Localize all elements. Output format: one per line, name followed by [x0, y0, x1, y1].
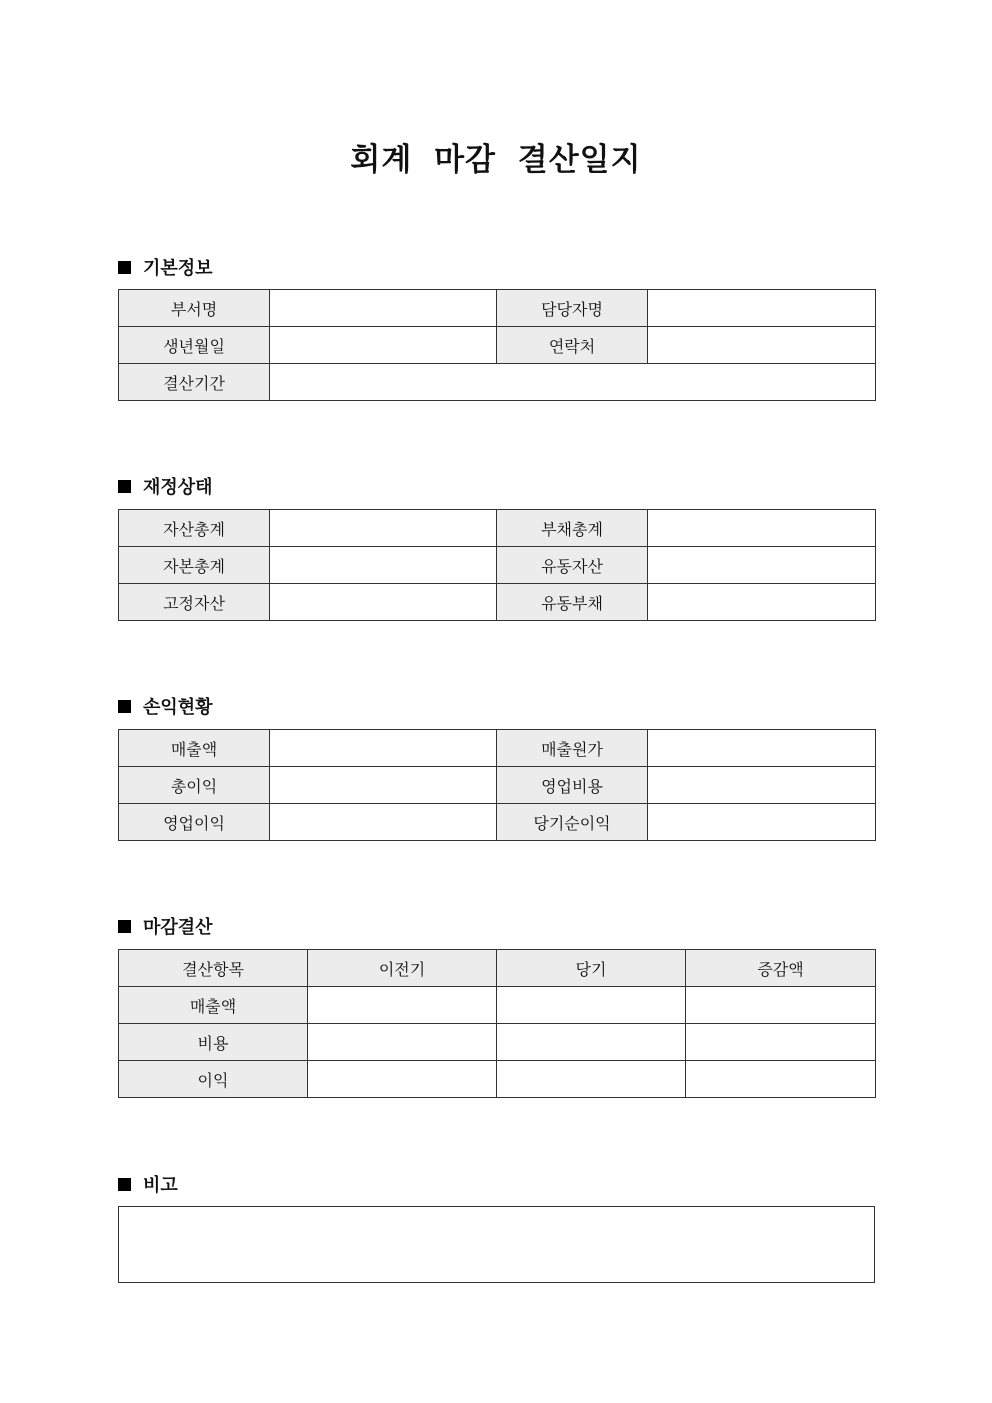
birthdate-field[interactable]	[270, 327, 497, 364]
manager-field[interactable]	[648, 290, 876, 327]
contact-field[interactable]	[648, 327, 876, 364]
row-header: 매출액	[119, 987, 308, 1024]
label-operating-expenses: 영업비용	[497, 767, 648, 804]
total-liabilities-field[interactable]	[648, 510, 876, 547]
table-row	[119, 730, 876, 767]
table-row	[119, 510, 876, 547]
label-manager: 담당자명	[497, 290, 648, 327]
label-current-liabilities: 유동부채	[497, 584, 648, 621]
table-row	[119, 584, 876, 621]
label-total-assets: 자산총계	[119, 510, 270, 547]
table-row	[119, 327, 876, 364]
column-header: 증감액	[686, 950, 876, 987]
label-net-income: 당기순이익	[497, 804, 648, 841]
square-bullet-icon	[118, 700, 131, 713]
section-title: 비고	[143, 1175, 178, 1196]
label-department: 부서명	[119, 290, 270, 327]
row-header: 이익	[119, 1061, 308, 1098]
current-assets-field[interactable]	[648, 547, 876, 584]
table-row	[119, 767, 876, 804]
current-liabilities-field[interactable]	[648, 584, 876, 621]
gross-profit-field[interactable]	[270, 767, 497, 804]
basic-info-table	[118, 289, 876, 401]
section-heading-basic	[118, 254, 213, 280]
section-heading-remarks	[118, 1171, 178, 1197]
square-bullet-icon	[118, 920, 131, 933]
financial-status-table	[118, 509, 876, 621]
section-heading-closing	[118, 913, 213, 939]
previous-period-cell[interactable]	[308, 1024, 497, 1061]
table-row	[119, 987, 876, 1024]
total-equity-field[interactable]	[270, 547, 497, 584]
section-heading-financial	[118, 473, 213, 499]
table-row	[119, 1024, 876, 1061]
label-total-equity: 자본총계	[119, 547, 270, 584]
section-heading-profit	[118, 693, 213, 719]
sales-field[interactable]	[270, 730, 497, 767]
fixed-assets-field[interactable]	[270, 584, 497, 621]
table-row	[119, 547, 876, 584]
current-period-cell[interactable]	[497, 987, 686, 1024]
previous-period-cell[interactable]	[308, 1061, 497, 1098]
operating-expenses-field[interactable]	[648, 767, 876, 804]
table-row	[119, 364, 876, 401]
table-row	[119, 804, 876, 841]
change-amount-cell[interactable]	[686, 1061, 876, 1098]
column-header: 결산항목	[119, 950, 308, 987]
label-birthdate: 생년월일	[119, 327, 270, 364]
section-title: 마감결산	[143, 917, 213, 938]
section-title: 기본정보	[143, 258, 213, 279]
department-field[interactable]	[270, 290, 497, 327]
change-amount-cell[interactable]	[686, 1024, 876, 1061]
profit-loss-table	[118, 729, 876, 841]
document-title: 회계 마감 결산일지	[350, 142, 642, 178]
operating-income-field[interactable]	[270, 804, 497, 841]
current-period-cell[interactable]	[497, 1024, 686, 1061]
table-row	[119, 1061, 876, 1098]
column-header: 이전기	[308, 950, 497, 987]
label-gross-profit: 총이익	[119, 767, 270, 804]
label-cost-of-sales: 매출원가	[497, 730, 648, 767]
label-contact: 연락처	[497, 327, 648, 364]
table-row	[119, 290, 876, 327]
square-bullet-icon	[118, 1178, 131, 1191]
previous-period-cell[interactable]	[308, 987, 497, 1024]
label-current-assets: 유동자산	[497, 547, 648, 584]
closing-period-field[interactable]	[270, 364, 876, 401]
row-header: 비용	[119, 1024, 308, 1061]
label-closing-period: 결산기간	[119, 364, 270, 401]
remarks-field[interactable]	[118, 1206, 875, 1283]
table-header-row	[119, 950, 876, 987]
label-fixed-assets: 고정자산	[119, 584, 270, 621]
net-income-field[interactable]	[648, 804, 876, 841]
section-title: 손익현황	[143, 697, 213, 718]
square-bullet-icon	[118, 261, 131, 274]
square-bullet-icon	[118, 480, 131, 493]
total-assets-field[interactable]	[270, 510, 497, 547]
section-title: 재정상태	[143, 477, 213, 498]
column-header: 당기	[497, 950, 686, 987]
label-operating-income: 영업이익	[119, 804, 270, 841]
change-amount-cell[interactable]	[686, 987, 876, 1024]
cost-of-sales-field[interactable]	[648, 730, 876, 767]
label-sales: 매출액	[119, 730, 270, 767]
current-period-cell[interactable]	[497, 1061, 686, 1098]
label-total-liabilities: 부채총계	[497, 510, 648, 547]
closing-settlement-table	[118, 949, 876, 1098]
